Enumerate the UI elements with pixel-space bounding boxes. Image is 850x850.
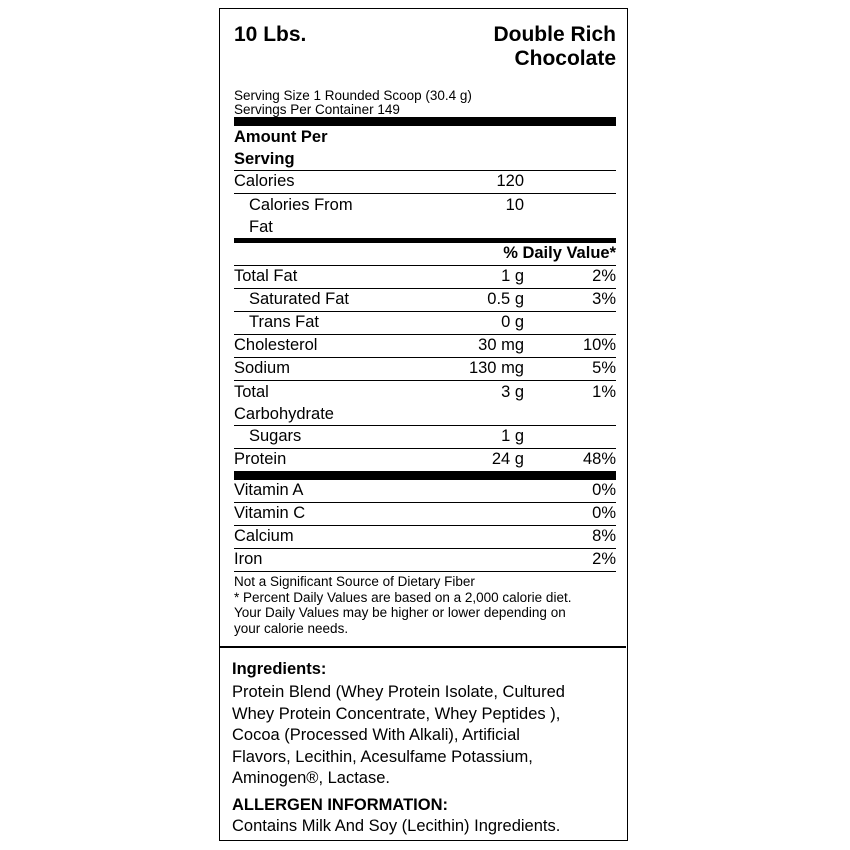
- nutrient-amount: 130 mg: [468, 359, 524, 377]
- vitamin-daily-value: 0%: [592, 481, 616, 499]
- thick-divider: [234, 117, 616, 126]
- nutrient-amount: 3 g: [501, 383, 524, 401]
- nutrient-daily-value: 2%: [592, 267, 616, 285]
- thick-divider-vitamins: [234, 471, 616, 480]
- vitamin-daily-value: 0%: [592, 504, 616, 522]
- flavor-line-2: Chocolate: [514, 47, 616, 70]
- ingredients-section: [232, 659, 617, 837]
- serving-info: [234, 89, 616, 117]
- serving-size: Serving Size 1 Rounded Scoop (30.4 g): [234, 88, 472, 103]
- nutrient-daily-value: 3%: [592, 290, 616, 308]
- calories-from-fat-value: 10: [505, 196, 524, 214]
- calories-row: [234, 171, 616, 194]
- ingredients-text: [232, 682, 617, 790]
- vitamin-daily-value: 8%: [592, 527, 616, 545]
- nutrient-name-line-1: Total: [234, 383, 269, 401]
- nutrient-name: Protein: [234, 450, 287, 468]
- servings-per-container: Servings Per Container 149: [234, 102, 400, 117]
- vitamin-name: Vitamin A: [234, 481, 304, 499]
- vitamin-name: Calcium: [234, 527, 294, 545]
- nutrient-daily-value: 48%: [582, 450, 616, 468]
- nutrient-name: Cholesterol: [234, 336, 318, 354]
- nutrient-daily-value: 5%: [592, 359, 616, 377]
- vitamin-row-vitamin-a: [234, 480, 616, 503]
- nutrient-daily-value: 10%: [582, 336, 616, 354]
- nutrition-label: [219, 8, 628, 841]
- nutrient-name: Sugars: [249, 427, 302, 445]
- calories-from-fat-label-1: Calories From: [249, 196, 353, 214]
- nutrient-amount: 0 g: [501, 313, 524, 331]
- label-header: [234, 19, 616, 89]
- ingredients-line-4: Flavors, Lecithin, Acesulfame Potassium,: [232, 747, 533, 766]
- ingredients-line-5: Aminogen®, Lactase.: [232, 769, 390, 787]
- flavor-name: [493, 23, 616, 71]
- nutrient-row-trans-fat: [234, 312, 616, 335]
- nutrient-amount: 1 g: [501, 267, 524, 285]
- container-size: 10 Lbs.: [234, 23, 307, 46]
- nutrient-name: Sodium: [234, 359, 290, 377]
- nutrient-name: Total Fat: [234, 267, 298, 285]
- daily-value-note-1: * Percent Daily Values are based on a 2,000 calorie diet.: [234, 589, 572, 605]
- flavor-line-1: Double Rich: [493, 23, 616, 46]
- ingredients-line-3: Cocoa (Processed With Alkali), Artificial: [232, 726, 520, 744]
- nutrient-amount: 0.5 g: [487, 290, 524, 308]
- calories-from-fat-row: [234, 194, 616, 238]
- fiber-note: Not a Significant Source of Dietary Fiber: [234, 574, 475, 589]
- amount-per-line-2: Serving: [234, 150, 295, 168]
- daily-value-note-2: Your Daily Values may be higher or lower depending on: [234, 605, 566, 620]
- calories-from-fat-label-2: Fat: [249, 218, 273, 236]
- section-divider: [220, 646, 626, 648]
- nutrient-name: Trans Fat: [249, 313, 319, 331]
- nutrient-amount: 1 g: [501, 427, 524, 445]
- daily-value-note-3: your calorie needs.: [234, 620, 349, 636]
- calories-label: Calories: [234, 172, 295, 190]
- calories-value: 120: [496, 172, 524, 190]
- nutrient-row-sodium: [234, 358, 616, 381]
- ingredients-title: Ingredients:: [232, 660, 327, 678]
- ingredients-line-1: Protein Blend (Whey Protein Isolate, Cultured: [232, 683, 565, 701]
- nutrient-amount: 24 g: [491, 450, 524, 468]
- allergen-title: ALLERGEN INFORMATION:: [232, 795, 449, 814]
- footnotes: [234, 572, 616, 636]
- nutrient-name-line-2: Carbohydrate: [234, 405, 334, 423]
- amount-per-serving: [234, 126, 616, 171]
- daily-value-header: % Daily Value*: [234, 243, 616, 266]
- nutrient-row-protein: [234, 449, 616, 471]
- nutrient-row-saturated-fat: [234, 289, 616, 312]
- nutrient-row-cholesterol: [234, 335, 616, 358]
- nutrient-row-total-carbohydrate: [234, 381, 616, 426]
- vitamin-daily-value: 2%: [592, 550, 616, 568]
- amount-per-line-1: Amount Per: [234, 128, 328, 146]
- vitamin-name: Iron: [234, 550, 263, 568]
- nutrient-row-total-fat: [234, 266, 616, 289]
- vitamin-row-iron: [234, 549, 616, 572]
- nutrient-daily-value: 1%: [592, 383, 616, 401]
- vitamin-row-vitamin-c: [234, 503, 616, 526]
- allergen-text: Contains Milk And Soy (Lecithin) Ingredients.: [232, 816, 561, 835]
- nutrient-amount: 30 mg: [478, 336, 524, 354]
- vitamin-name: Vitamin C: [234, 504, 306, 522]
- nutrient-row-sugars: [234, 426, 616, 449]
- nutrient-name: Saturated Fat: [249, 290, 349, 308]
- nutrition-facts-panel: [234, 19, 616, 639]
- vitamin-row-calcium: [234, 526, 616, 549]
- ingredients-line-2: Whey Protein Concentrate, Whey Peptides ),: [232, 704, 561, 723]
